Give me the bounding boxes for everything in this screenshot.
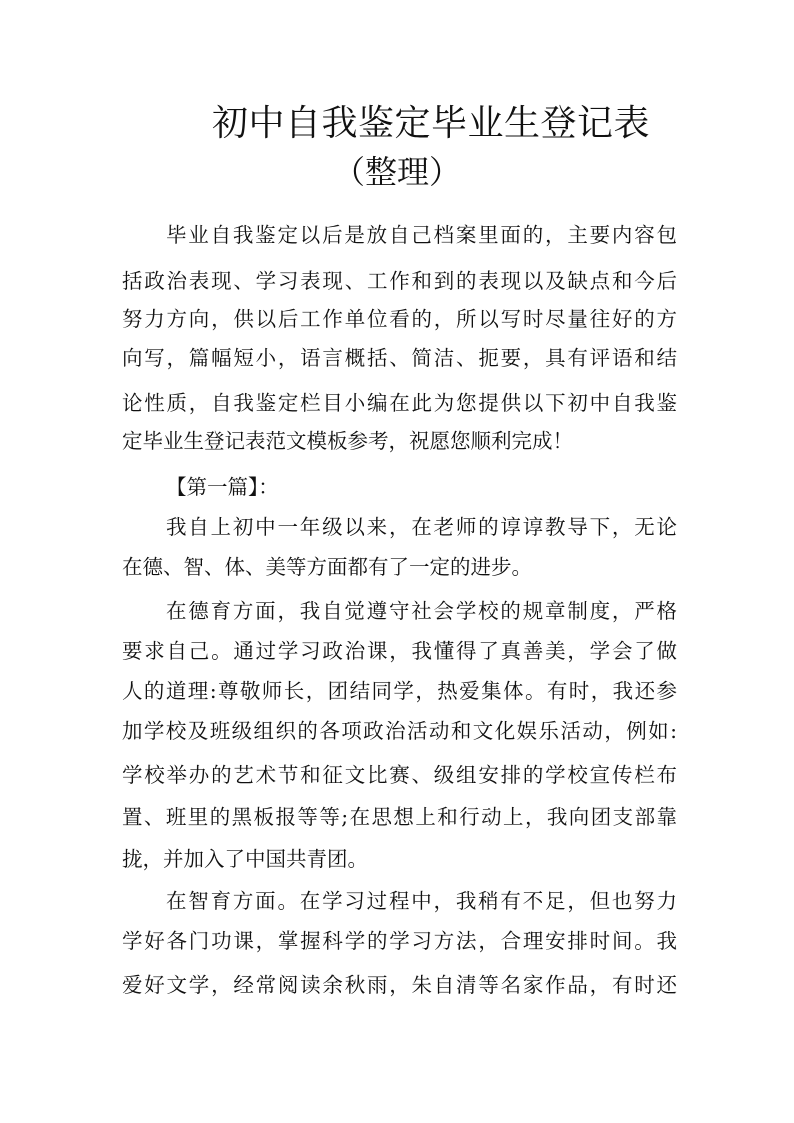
section-label: 【第一篇】： (166, 475, 279, 499)
document-subtitle: （整理） (333, 153, 462, 191)
paragraph-line: 加学校及班级组织的各项政治活动和文化娱乐活动，例如: (122, 719, 677, 743)
paragraph-line: 人的道理:尊敬师长，团结同学，热爱集体。有时，我还参 (122, 679, 677, 703)
paragraph-line: 要求自己。通过学习政治课，我懂得了真善美，学会了做 (122, 639, 677, 663)
paragraph-line: 在德、智、体、美等方面都有了一定的进步。 (122, 555, 532, 579)
intro-line: 定毕业生登记表范文模板参考，祝愿您顺利完成！ (122, 429, 573, 453)
paragraph-line: 在德育方面，我自觉遵守社会学校的规章制度，严格 (166, 599, 677, 623)
paragraph-line: 学好各门功课，掌握科学的学习方法，合理安排时间。我 (122, 929, 677, 953)
intro-line: 努力方向，供以后工作单位看的，所以写时尽量往好的方 (122, 307, 677, 331)
document-title: 初中自我鉴定毕业生登记表 (212, 103, 651, 144)
paragraph-line: 在智育方面。在学习过程中，我稍有不足，但也努力 (166, 889, 677, 913)
paragraph-line: 拢，并加入了中国共青团。 (122, 847, 368, 871)
intro-line: 向写，篇幅短小，语言概括、简洁、扼要，具有评语和结 (122, 346, 677, 370)
intro-line: 括政治表现、学习表现、工作和到的表现以及缺点和今后 (122, 269, 677, 293)
intro-line: 论性质，自我鉴定栏目小编在此为您提供以下初中自我鉴 (122, 391, 677, 415)
paragraph-line: 我自上初中一年级以来，在老师的谆谆教导下，无论 (166, 515, 677, 539)
paragraph-line: 学校举办的艺术节和征文比赛、级组安排的学校宣传栏布 (122, 763, 677, 787)
paragraph-line: 置、班里的黑板报等等;在思想上和行动上，我向团支部靠 (122, 805, 677, 829)
intro-line: 毕业自我鉴定以后是放自己档案里面的，主要内容包 (166, 223, 677, 247)
paragraph-line: 爱好文学，经常阅读余秋雨，朱自清等名家作品，有时还 (122, 973, 677, 997)
